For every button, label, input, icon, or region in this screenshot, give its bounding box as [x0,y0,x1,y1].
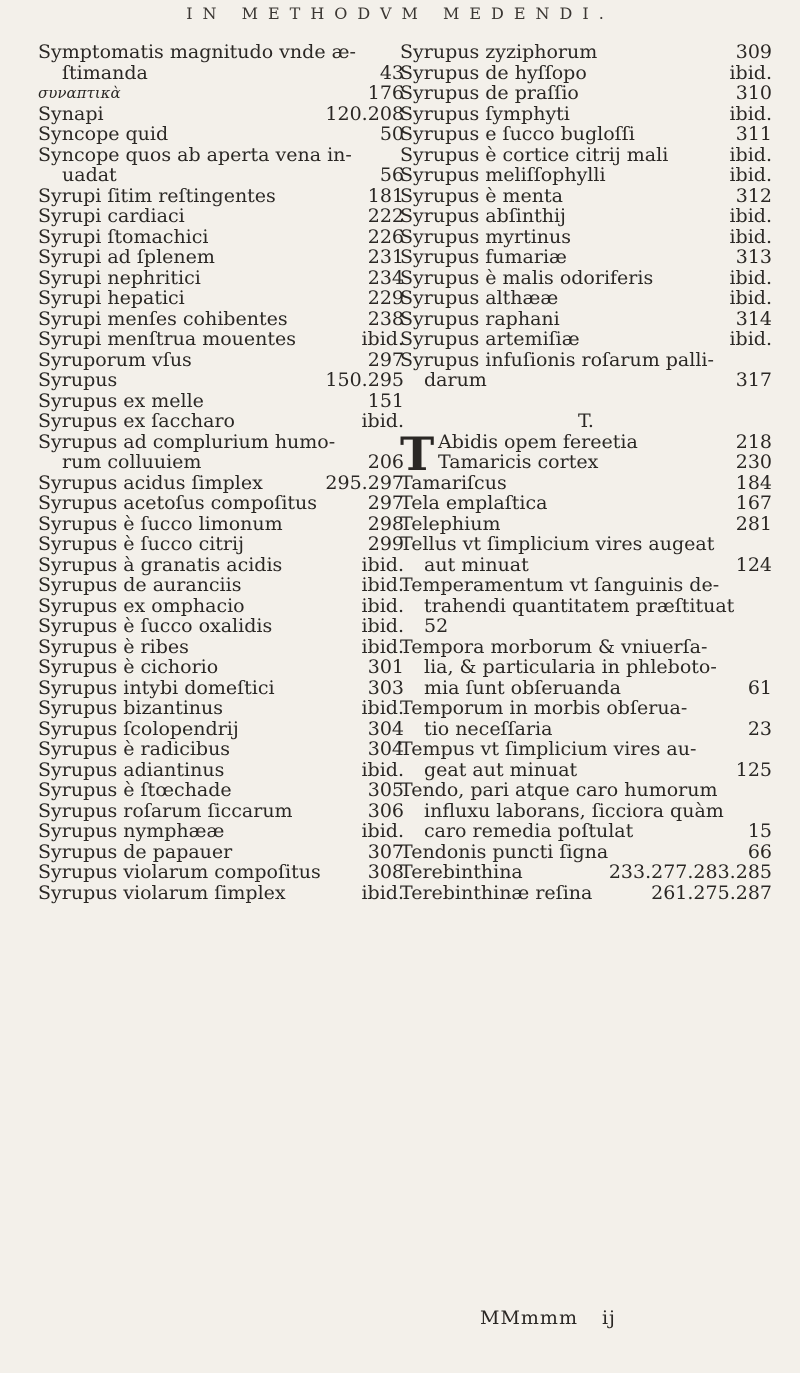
entry-page-ref: 66 [747,840,772,863]
index-entry [38,42,408,63]
index-entry [38,206,408,227]
index-entry [38,83,408,104]
entry-term: tio neceſſaria [424,717,553,740]
index-entry [38,104,408,125]
entry-page-ref: 206 [367,451,404,473]
entry-page-ref: 309 [735,41,772,63]
entry-page-ref: 310 [735,82,772,104]
index-entry [38,678,408,699]
entry-term: Tela emplaſtica [400,492,548,514]
entry-term: Syrupi ad ſplenem [38,246,215,268]
index-entry [400,83,772,104]
entry-term: Syrupus è ſucco citrij [38,533,244,555]
index-entry [400,596,772,617]
entry-term: Abidis opem fereetia [438,430,638,453]
index-entry [38,821,408,842]
entry-term: influxu laborans, ſicciora quàm [424,799,724,822]
index-entry [400,637,772,658]
entry-term: Tempora morborum & vniuerſa- [400,635,708,658]
entry-page-ref: 312 [735,184,772,207]
entry-term: Syruporum vſus [38,348,192,371]
entry-term: Syrupi hepatici [38,287,185,309]
entry-term: Syrupus è radicibus [38,738,231,760]
index-entry [400,452,772,473]
entry-page-ref: 231 [367,246,404,268]
index-column-left [38,42,408,903]
entry-page-ref: 261.275.287 [651,881,772,904]
index-entry [400,780,772,801]
entry-term: Tamariſcus [400,471,507,494]
entry-term: Terebinthinæ reſina [400,881,593,904]
entry-page-ref: 120.208 [325,102,404,125]
signature-leaf: ij [601,1307,616,1329]
index-entry [400,268,772,289]
entry-term: Tendonis puncti ſigna [400,840,609,863]
entry-term: lia, & particularia in phleboto- [424,656,717,678]
index-entry [400,739,772,760]
index-entry [400,186,772,207]
entry-page-ref: ibid. [361,615,404,637]
entry-term: Syrupus myrtinus [400,225,572,248]
index-entry [38,657,408,678]
entry-term: Syrupus de hyſſopo [400,61,587,84]
entry-term: aut minuat [424,553,529,576]
entry-term: Syrupus de papauer [38,840,233,863]
entry-term: Syrupus è malis odoriferis [400,266,654,289]
entry-page-ref: 176 [367,82,404,104]
entry-term: Syrupus zyziphorum [400,41,598,63]
index-entry [38,247,408,268]
entry-page-ref: 295.297 [325,471,404,494]
entry-term: Syrupus ex omphacio [38,594,245,617]
entry-page-ref: 304 [367,717,404,740]
entry-page-ref: 297 [367,492,404,514]
index-entry [400,657,772,678]
index-entry [38,432,408,453]
entry-term: Syncope quid [38,123,169,145]
index-entry [38,268,408,289]
entry-term: Syrupus e ſucco bugloſſi [400,123,635,145]
entry-term: Syrupus è cortice citrij mali [400,143,669,166]
index-entry [400,370,772,391]
entry-page-ref: ibid. [361,820,404,842]
signature-mark [480,1307,616,1329]
entry-page-ref: ibid. [729,205,772,227]
index-entry [38,309,408,330]
entry-term: Syrupus adiantinus [38,758,225,781]
index-entry [400,473,772,494]
entry-term: Synapi [38,102,104,125]
entry-term: Syrupus raphani [400,307,560,330]
entry-term: Syrupus nymphææ [38,820,225,842]
index-entry [400,883,772,904]
entry-page-ref: ibid. [361,594,404,617]
entry-page-ref: ibid. [361,635,404,658]
index-column-right [400,42,772,903]
entry-page-ref: ibid. [361,697,404,719]
index-entry [38,391,408,412]
entry-term: Syrupus è ribes [38,635,189,658]
entry-term: caro remedia poſtulat [424,820,634,842]
entry-term: Syrupus violarum compoſitus [38,861,321,883]
entry-term: Syrupus violarum ſimplex [38,881,286,904]
entry-term: Syncope quos ab aperta vena in- [38,143,352,166]
entry-term: Terebinthina [400,861,523,883]
entry-term: Syrupus è ſucco limonum [38,512,283,535]
entry-term: Syrupus ex melle [38,389,204,412]
entry-page-ref: 150.295 [325,369,404,391]
entry-page-ref: 230 [735,451,772,473]
index-entry [38,370,408,391]
entry-term: Syrupus acetoſus compoſitus [38,492,318,514]
entry-page-ref: 167 [735,492,772,514]
entry-term: Syrupi ſtomachici [38,225,209,248]
entry-term: Syrupus ſymphyti [400,102,570,125]
index-entry [400,514,772,535]
entry-page-ref: ibid. [361,881,404,904]
entry-term: Syrupi menſes cohibentes [38,307,288,330]
entry-page-ref: ibid. [729,328,772,350]
index-entry [38,801,408,822]
index-entry [400,42,772,63]
entry-term: Temporum in morbis obſerua- [400,697,688,719]
entry-page-ref: ibid. [361,758,404,781]
index-entry [38,760,408,781]
entry-page-ref: ibid. [361,410,404,432]
index-entry [38,698,408,719]
index-entry [38,186,408,207]
entry-page-ref: 298 [367,512,404,535]
entry-term: rum colluuiem [62,451,202,473]
entry-page-ref: 281 [735,512,772,535]
entry-page-ref: 125 [735,758,772,781]
entry-term: Syrupus althææ [400,287,559,309]
index-entry [38,411,408,432]
entry-term: Syrupus [38,369,118,391]
entry-term: Syrupi menſtrua mouentes [38,328,297,350]
index-entry [400,493,772,514]
entry-term: Syrupus fumariæ [400,246,567,268]
entry-page-ref: 43 [379,61,404,84]
entry-term: Temperamentum vt ſanguinis de- [400,574,720,596]
entry-page-ref: 233.277.283.285 [608,861,772,883]
entry-page-ref: 317 [735,369,772,391]
entry-term: Syrupus intybi domeſtici [38,676,275,699]
index-entry [400,616,772,637]
entry-term: Tellus vt ſimplicium vires augeat [400,533,715,555]
index-entry [38,719,408,740]
entry-page-ref: ibid. [361,574,404,596]
entry-term: Tendo, pari atque caro humorum [400,779,718,801]
index-entry [400,247,772,268]
index-entry [400,862,772,883]
index-entry [38,780,408,801]
index-entry [400,165,772,186]
entry-term: Symptomatis magnitudo vnde æ- [38,41,356,63]
entry-page-ref: 238 [367,307,404,330]
entry-term: darum [424,369,487,391]
index-entry [400,678,772,699]
index-entry [38,575,408,596]
entry-term: Telephium [400,512,501,535]
entry-term: Syrupus bizantinus [38,697,224,719]
entry-term: Syrupus de auranciis [38,574,242,596]
entry-page-ref: ibid. [729,266,772,289]
entry-page-ref: 181 [367,184,404,207]
index-entry [38,534,408,555]
entry-term: Syrupus acidus ſimplex [38,471,263,494]
entry-term: Syrupus ex ſaccharo [38,410,235,432]
index-entry [400,206,772,227]
entry-term: Syrupus è ſtœchade [38,779,232,801]
index-entry [400,760,772,781]
entry-term: Syrupus è ſucco oxalidis [38,615,273,637]
index-entry [400,801,772,822]
entry-term: Syrupi nephritici [38,266,201,289]
entry-page-ref: 184 [735,471,772,494]
index-entry [38,227,408,248]
index-entry [400,391,772,412]
index-entry [38,637,408,658]
entry-term: Syrupus abſinthij [400,205,566,227]
index-entry [400,719,772,740]
index-entry [400,63,772,84]
index-entry [38,350,408,371]
index-entry [38,473,408,494]
index-entry [38,493,408,514]
entry-page-ref: 307 [367,840,404,863]
entry-term: Syrupi cardiaci [38,205,185,227]
signature-letters: MMmmm [480,1307,578,1329]
entry-term: Syrupus ſcolopendrij [38,717,239,740]
entry-page-ref: 311 [735,123,772,145]
index-entry [400,145,772,166]
drop-capital: T [400,426,435,481]
entry-page-ref: 124 [735,553,772,576]
index-entry [400,575,772,596]
entry-term: Syrupus ad complurium humo- [38,430,336,453]
entry-page-ref: 222 [367,205,404,227]
index-entry [400,842,772,863]
section-letter [400,411,772,432]
index-entry [38,63,408,84]
index-entry [400,124,772,145]
index-entry [38,883,408,904]
index-entry [38,596,408,617]
entry-page-ref: 303 [367,676,404,699]
index-entry [400,104,772,125]
entry-page-ref: ibid. [361,328,404,350]
entry-page-ref: ibid. [361,553,404,576]
entry-term: Syrupus artemiſiæ [400,328,580,350]
entry-term: Syrupus roſarum ſiccarum [38,799,293,822]
index-entry [400,309,772,330]
entry-term: συναπτικὰ [38,84,121,102]
entry-page-ref: 308 [367,861,404,883]
entry-term: T. [578,410,594,432]
index-entry [400,534,772,555]
entry-term: Syrupus de praſſio [400,82,579,104]
index-entry [38,555,408,576]
entry-term: Syrupi ſitim reſtingentes [38,184,276,207]
entry-page-ref: 218 [735,430,772,453]
entry-page-ref: 314 [735,307,772,330]
entry-page-ref: 61 [747,676,772,699]
index-entry [38,329,408,350]
entry-term: 52 [424,615,449,637]
index-entry [38,739,408,760]
entry-page-ref: 226 [367,225,404,248]
entry-page-ref: 305 [367,779,404,801]
index-entry [38,165,408,186]
entry-page-ref: 297 [367,348,404,371]
entry-page-ref: ibid. [729,287,772,309]
entry-page-ref: 56 [379,164,404,186]
index-entry [38,145,408,166]
index-entry [400,227,772,248]
entry-term: Syrupus meliſſophylli [400,164,606,186]
entry-page-ref: ibid. [729,143,772,166]
entry-page-ref: 229 [367,287,404,309]
entry-page-ref: 23 [747,717,772,740]
entry-term: Tempus vt ſimplicium vires au- [400,738,697,760]
entry-page-ref: 15 [747,820,772,842]
entry-page-ref: ibid. [729,102,772,125]
entry-term: Syrupus è cichorio [38,656,219,678]
index-entry [38,616,408,637]
entry-page-ref: ibid. [729,61,772,84]
index-entry [400,329,772,350]
entry-page-ref: 299 [367,533,404,555]
entry-page-ref: 301 [367,656,404,678]
entry-page-ref: 313 [735,246,772,268]
index-entry [38,862,408,883]
index-entry [38,124,408,145]
entry-term: Syrupus à granatis acidis [38,553,283,576]
entry-page-ref: 234 [367,266,404,289]
entry-page-ref: 304 [367,738,404,760]
entry-term: uadat [62,164,117,186]
entry-page-ref: ibid. [729,225,772,248]
entry-term: geat aut minuat [424,758,578,781]
index-entry [38,288,408,309]
entry-term: trahendi quantitatem præſtituat [424,594,735,617]
index-entry [400,288,772,309]
index-entry [400,698,772,719]
entry-term: Syrupus infuſionis roſarum palli- [400,348,714,371]
index-entry [400,821,772,842]
entry-page-ref: 50 [379,123,404,145]
index-entry [38,452,408,473]
entry-page-ref: 151 [367,389,404,412]
index-entry [400,350,772,371]
entry-term: ſtimanda [62,61,148,84]
entry-term: mia ſunt obſeruanda [424,676,621,699]
entry-page-ref: 306 [367,799,404,822]
entry-term: Tamaricis cortex [438,451,599,473]
index-entry [400,555,772,576]
entry-term: Syrupus è menta [400,184,564,207]
entry-page-ref: ibid. [729,164,772,186]
index-entry [38,842,408,863]
running-header: IN METHODVM MEDENDI. [186,4,614,23]
index-entry [38,514,408,535]
